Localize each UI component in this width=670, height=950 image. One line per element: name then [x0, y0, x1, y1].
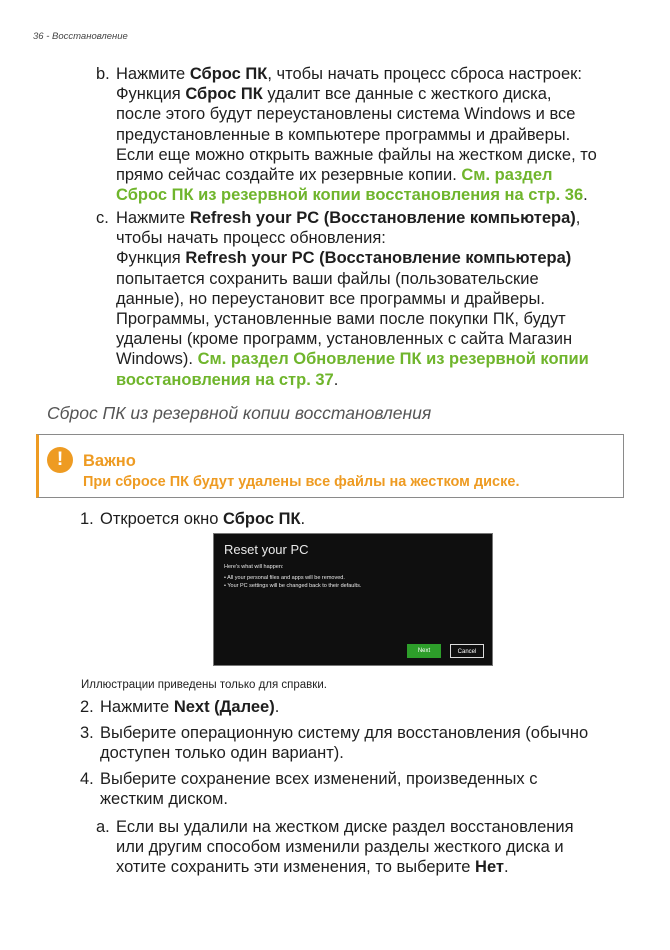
section-title: Сброс ПК из резервной копии восстановления: [47, 403, 432, 423]
list-marker: 3.: [80, 724, 94, 742]
list-marker: 2.: [80, 698, 94, 716]
important-notice: [36, 434, 624, 498]
next-button: Next: [407, 644, 441, 658]
notice-text: При сбросе ПК будут удалены все файлы на жестком диске.: [83, 474, 520, 490]
step-1: 1. Откроется окно Сброс ПК.: [80, 510, 306, 528]
screenshot-subtitle: Here's what will happen:: [224, 564, 284, 570]
list-marker: 4.: [80, 770, 94, 788]
notice-title: Важно: [83, 452, 136, 470]
bold-term: Refresh your PC (Восстановление компьютера): [185, 249, 572, 268]
page-header: 36 - Восстановление: [33, 31, 128, 42]
cross-reference-link[interactable]: См. раздел Обновление ПК из резервной копии: [197, 350, 589, 369]
reset-pc-screenshot: [213, 533, 493, 666]
list-item-c: c. Нажмите Refresh your PC (Восстановление компьютера), чтобы начать процесс обновления: Функция Refresh your PC (Восстановление компьютера) попытается сохранить ваши файлы (пользовательские данные), но переустановит все программы и драйверы. Программы, установленные вами после покупки ПК, будут удалены (кроме программ, установленных с сайта Магазин Windows). См. раздел Обновление ПК из резервной копии восстановления на стр. 37.: [96, 209, 589, 389]
image-caption: Иллюстрации приведены только для справки.: [81, 679, 327, 691]
screenshot-bullet: • All your personal files and apps will be removed.: [224, 575, 345, 581]
cross-reference-link[interactable]: См. раздел: [461, 166, 553, 185]
cancel-button: Cancel: [450, 644, 484, 658]
exclamation-icon: !: [47, 447, 73, 473]
list-marker: c.: [96, 209, 109, 227]
list-item-a: a. Если вы удалили на жестком диске раздел восстановления или другим способом изменили разделы жесткого диска и хотите сохранить эти изменения, то выберите Нет.: [96, 818, 574, 877]
bold-term: Сброс ПК: [189, 65, 268, 83]
bold-term: Сброс ПК: [185, 85, 263, 104]
bold-term: Next (Далее): [173, 698, 275, 716]
step-3: 3. Выберите операционную систему для восстановления (обычно доступен только один вариант).: [80, 724, 589, 763]
list-marker: 1.: [80, 510, 94, 528]
screenshot-bullet: • Your PC settings will be changed back to their defaults.: [224, 583, 362, 589]
cross-reference-link[interactable]: восстановления на стр. 37: [116, 370, 334, 389]
bold-term: Refresh your PC (Восстановление компьютера): [189, 209, 576, 227]
step-4: 4. Выберите сохранение всех изменений, произведенных с жестким диском.: [80, 770, 538, 809]
bold-term: Сброс ПК: [223, 510, 301, 528]
screenshot-title: Reset your PC: [224, 542, 309, 557]
cross-reference-link[interactable]: Сброс ПК из резервной копии восстановления на стр. 36: [116, 186, 584, 205]
list-marker: b.: [96, 65, 110, 83]
step-2: 2. Нажмите Next (Далее).: [80, 698, 280, 716]
list-marker: a.: [96, 818, 110, 836]
list-item-b: b. Нажмите Сброс ПК, чтобы начать процесс сброса настроек: Функция Сброс ПК удалит все данные с жесткого диска, после этого будут переустановлены система Windows и все предустановленные в компьютере программы и драйверы. Если еще можно открыть важные файлы на жестком диске, то прямо сейчас создайте их резервные копии. См. раздел Сброс ПК из резервной копии восстановления на стр. 36.: [96, 65, 597, 205]
bold-term: Нет: [475, 858, 505, 877]
